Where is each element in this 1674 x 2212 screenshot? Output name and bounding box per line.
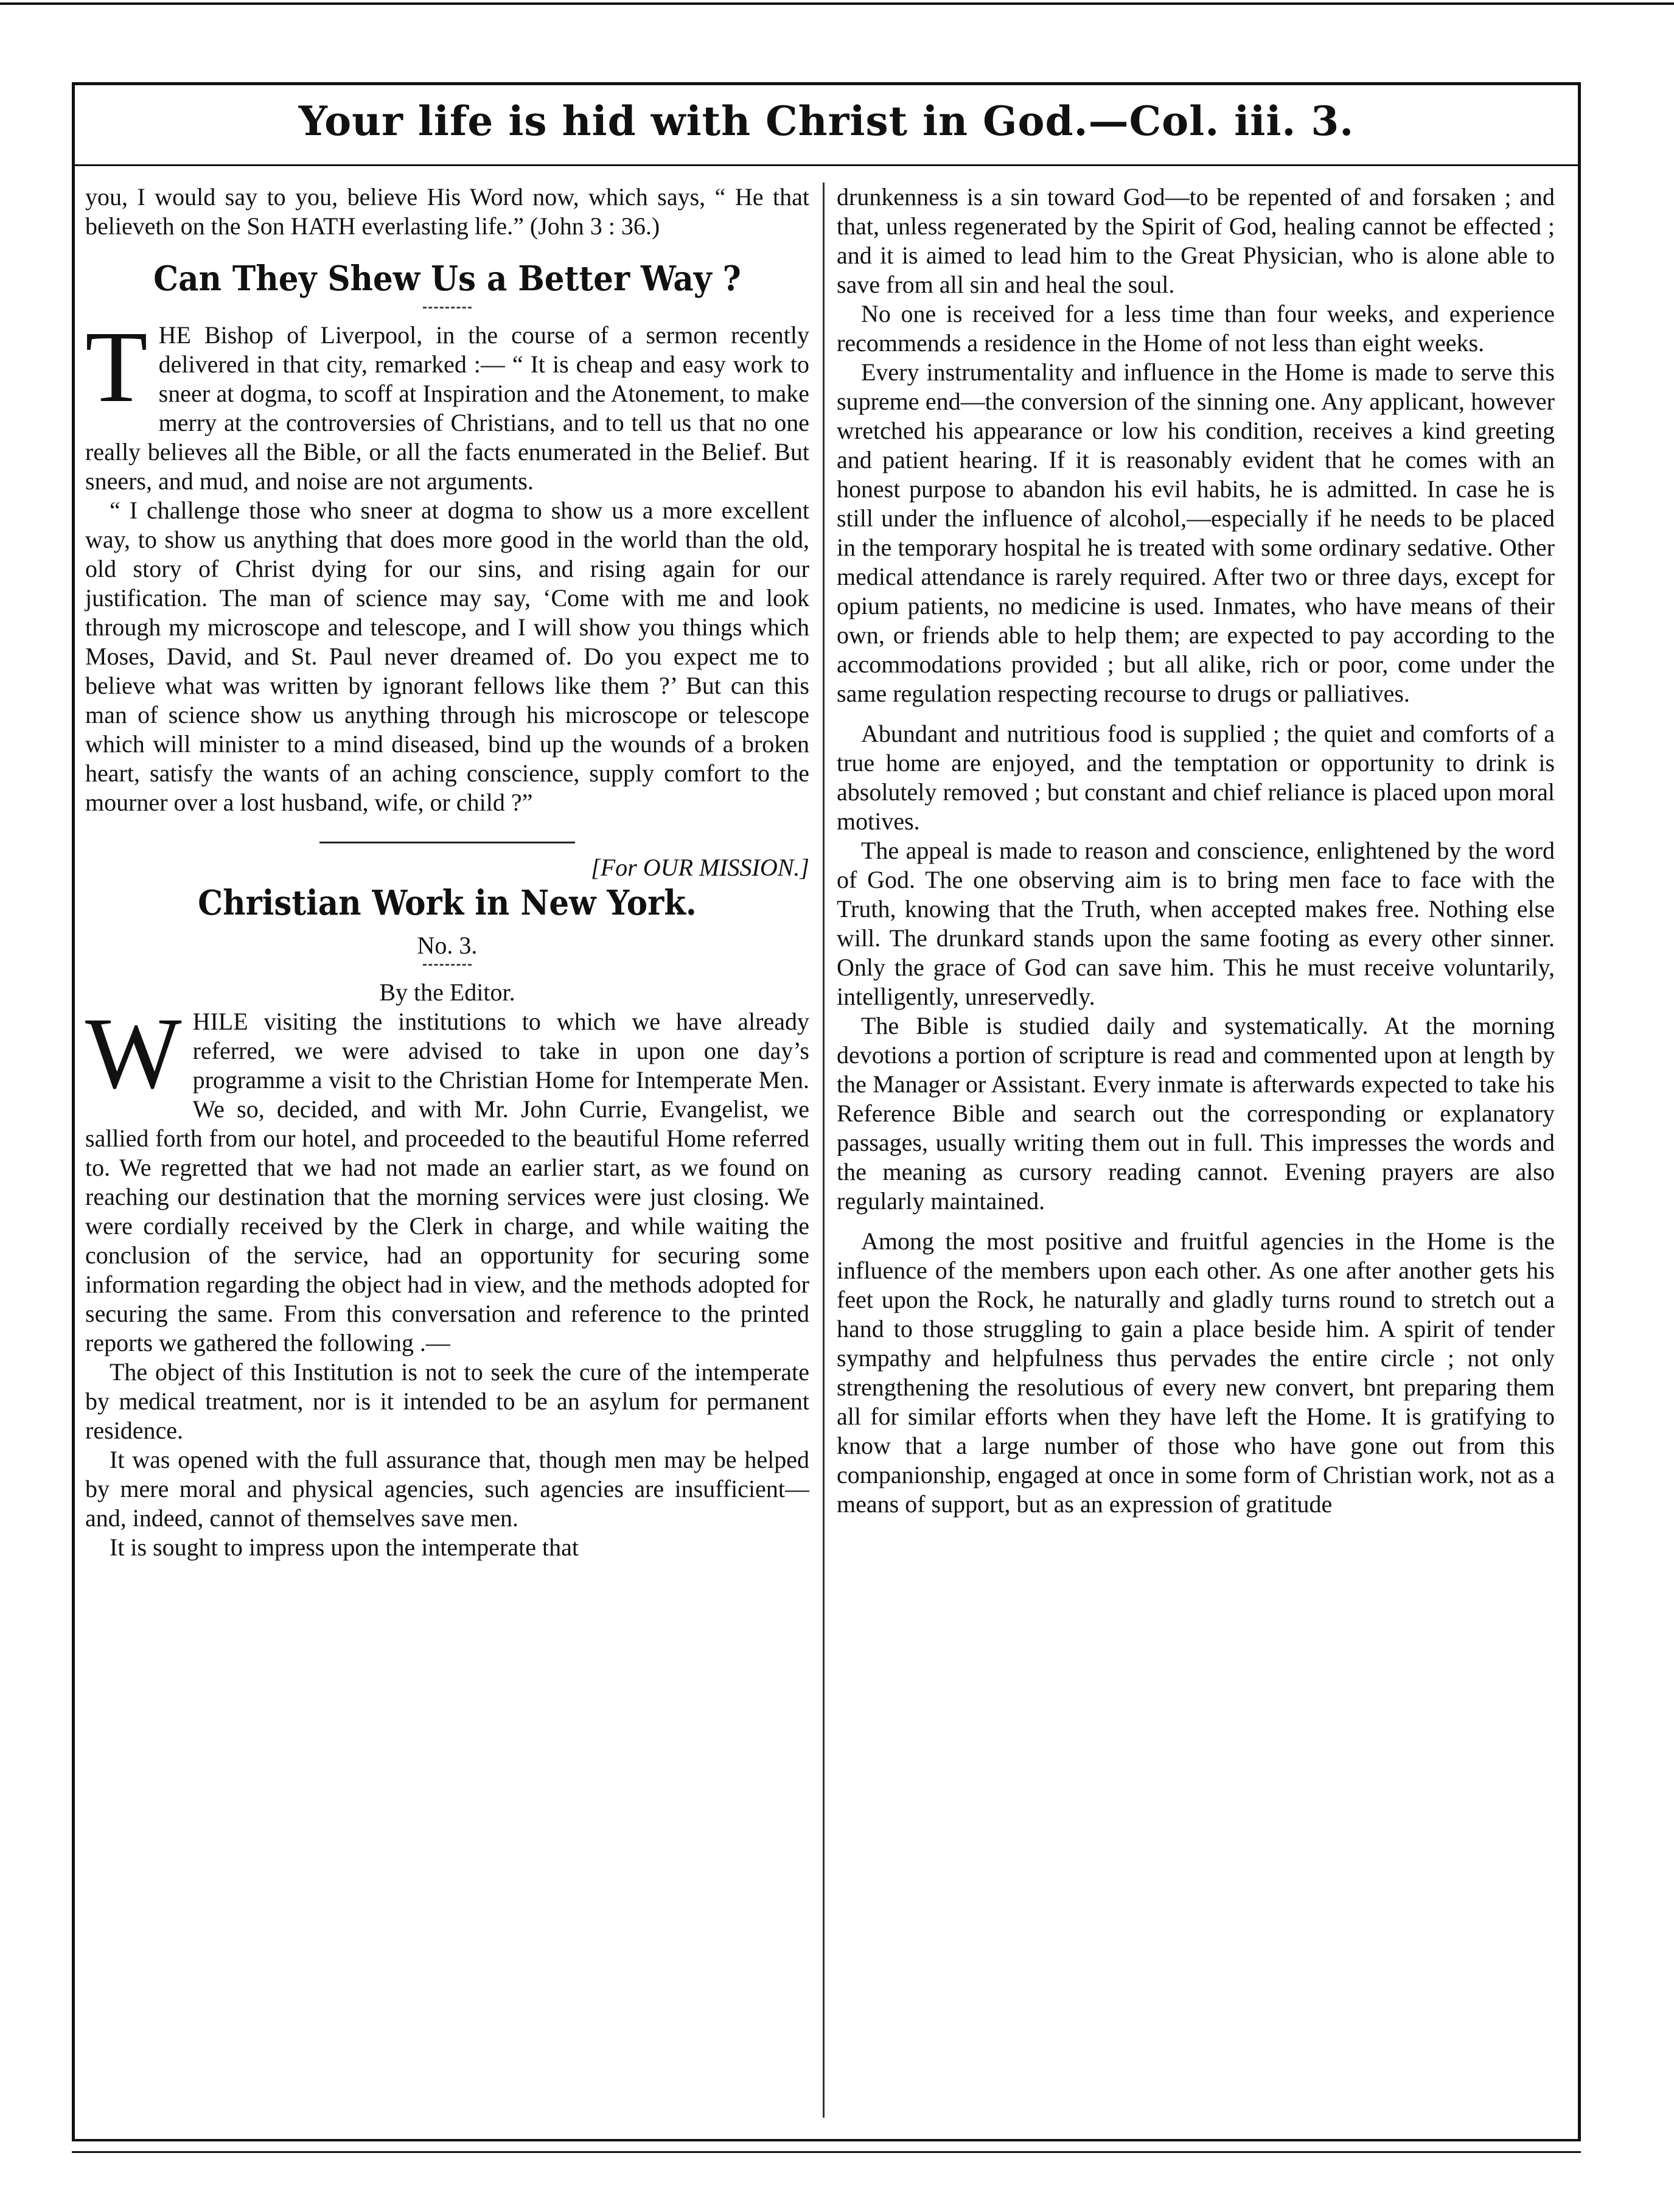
title-ornament-rule (423, 307, 472, 309)
article2-paragraph-2: The object of this Institution is not to seek the cure of the intemperate by medical treatment, nor is it intended to be an asylum for permanent residence. (85, 1358, 809, 1444)
article2-paragraph-4: It is sought to impress upon the intemperate that (110, 1533, 579, 1561)
header-underline (72, 164, 1581, 166)
frame-bottom-rule (72, 2139, 1581, 2141)
bottom-edge-rule (72, 2151, 1581, 2153)
article2-paragraph-1-text: HILE visiting the institutions to which we have already referred, we were advised to take in upon one day’s programme a visit to the Christian Home for Intemperate Men. We so, decided, and with Mr. John Currie, Evangelist, we sallied forth from our hotel, and proceeded to the beautiful Home referred to. We regretted that we had not made an earlier start, as we found on reaching our destination that the morning services were just closing. We were cordially received by the Clerk in charge, and while waiting the conclusion of the service, had an opportunity for securing some information regarding the object had in view, and the methods adopted for securing the same. From this conversation and reference to the printed reports we gathered the following .— (85, 1008, 809, 1356)
article1-paragraph-2: “ I challenge those who sneer at dogma to show us a more excellent way, to show us anything that does more good in the world than the old, old story of Christ dying for our sins, and rising again for our justification. The man of science may say, ‘Come with me and look through my microscope and telescope, and I will show you things which Moses, David, and St. Paul never dreamed of. Do you expect me to believe what was written by ignorant fellows like them ?’ But can this man of science show us anything through his microscope or telescope which will minister to a mind diseased, bind up the wounds of a broken heart, satisfy the wants of an aching conscience, supply comfort to the mourner over a lost husband, wife, or child ?” (85, 497, 809, 816)
article2-number: No. 3. (417, 932, 478, 959)
article1-paragraph-1-text: HE Bishop of Liverpool, in the course of a sermon recently delivered in that city, remarked :— “ It is cheap and easy work to sneer at dogma, to scoff at Inspiration and the Atonement, to make merry at the controversies of Christians, and to tell us that no one really believes all the Bible, or all the facts enumerated in the Belief. But sneers, and mud, and noise are not arguments. (85, 321, 809, 495)
column-divider (823, 183, 825, 2118)
right-paragraph-4: Abundant and nutritious food is supplied ; the quiet and comforts of a true home are enjoyed, and the temptation or opportunity to drink is absolutely removed ; but constant and chief reliance is placed upon moral motives. (837, 720, 1555, 835)
right-column (837, 183, 1555, 1519)
right-paragraph-2: No one is received for a less time than four weeks, and experience recommends a residence in the Home of not less than eight weeks. (837, 300, 1555, 357)
right-paragraph-7: Among the most positive and fruitful agencies in the Home is the influence of the members upon each other. As one after another gets his feet upon the Rock, he naturally and gladly turns round to stretch out a hand to those struggling to gain a place beside him. A spirit of tender sympathy and helpfulness thus pervades the entire circle ; not only strengthening the resolutious of every new convert, bnt preparing them all for similar efforts when they have left the Home. It is gratifying to know that a large number of those who have gone out from this companionship, engaged at once in some form of Christian work, not as a means of support, but as an expression of gratitude (837, 1227, 1555, 1518)
dropcap-letter: W (85, 997, 182, 1110)
article2-byline: By the Editor. (379, 979, 515, 1006)
right-paragraph-5: The appeal is made to reason and conscience, enlightened by the word of God. The one observing aim is to bring men face to face with the Truth, knowing that the Truth, when accepted makes free. Nothing else will. The drunkard stands upon the same footing as every other sinner. Only the grace of God can save him. This he must receive voluntarily, intelligently, unreservedly. (837, 837, 1555, 1010)
right-paragraph-1: drunkenness is a sin toward God—to be repented of and forsaken ; and that, unless regenerated by the Spirit of God, healing cannot be effected ; and it is aimed to lead him to the Great Physician, who is alone able to save from all sin and heal the soul. (837, 183, 1555, 298)
page-header-verse: Your life is hid with Christ in God.—Col. iii. 3. (298, 97, 1355, 145)
article2-credit: [For OUR MISSION.] (591, 854, 809, 881)
article-separator (319, 842, 575, 843)
dropcap-letter: T (85, 310, 148, 424)
intro-paragraph: you, I would say to you, believe His Word now, which says, “ He that believeth on the Son HATH everlasting life.” (John 3 : 36.) (85, 183, 809, 240)
left-column (85, 183, 809, 1562)
number-ornament-rule (423, 964, 472, 966)
article-title-christian-work: Christian Work in New York. (198, 883, 697, 923)
right-paragraph-3: Every instrumentality and influence in the Home is made to serve this supreme end—the conversion of the sinning one. Any applicant, however wretched his appearance or low his condition, receives a kind greeting and patient hearing. If it is reasonably evident that he comes with an honest purpose to abandon his evil habits, he is admitted. In case he is still under the influence of alcohol,—especially if he needs to be placed in the temporary hospital he is treated with some ordinary sedative. Other medical attendance is rarely required. After two or three days, except for opium patients, no medicine is used. Inmates, who have means of their own, or friends able to help them; are expected to pay according to the accommodations provided ; but all alike, rich or poor, come under the same regulation respecting recourse to drugs or palliatives. (837, 358, 1555, 707)
article-title-better-way: Can They Shew Us a Better Way ? (153, 259, 741, 299)
right-paragraph-6: The Bible is studied daily and systematically. At the morning devotions a portion of scripture is read and commented upon at length by the Manager or Assistant. Every inmate is afterwards expected to take his Reference Bible and search out the corresponding or explanatory passages, usually writing them out in full. This impresses the words and the meaning as cursory reading cannot. Evening prayers are also regularly maintained. (837, 1012, 1555, 1215)
top-border-rule (0, 2, 1674, 5)
article1-paragraph-1 (85, 310, 809, 496)
article2-paragraph-1 (85, 997, 809, 1358)
article2-paragraph-3: It was opened with the full assurance that, though men may be helped by mere moral and physical agencies, such agencies are insufficient—and, indeed, cannot of themselves save men. (85, 1446, 809, 1532)
